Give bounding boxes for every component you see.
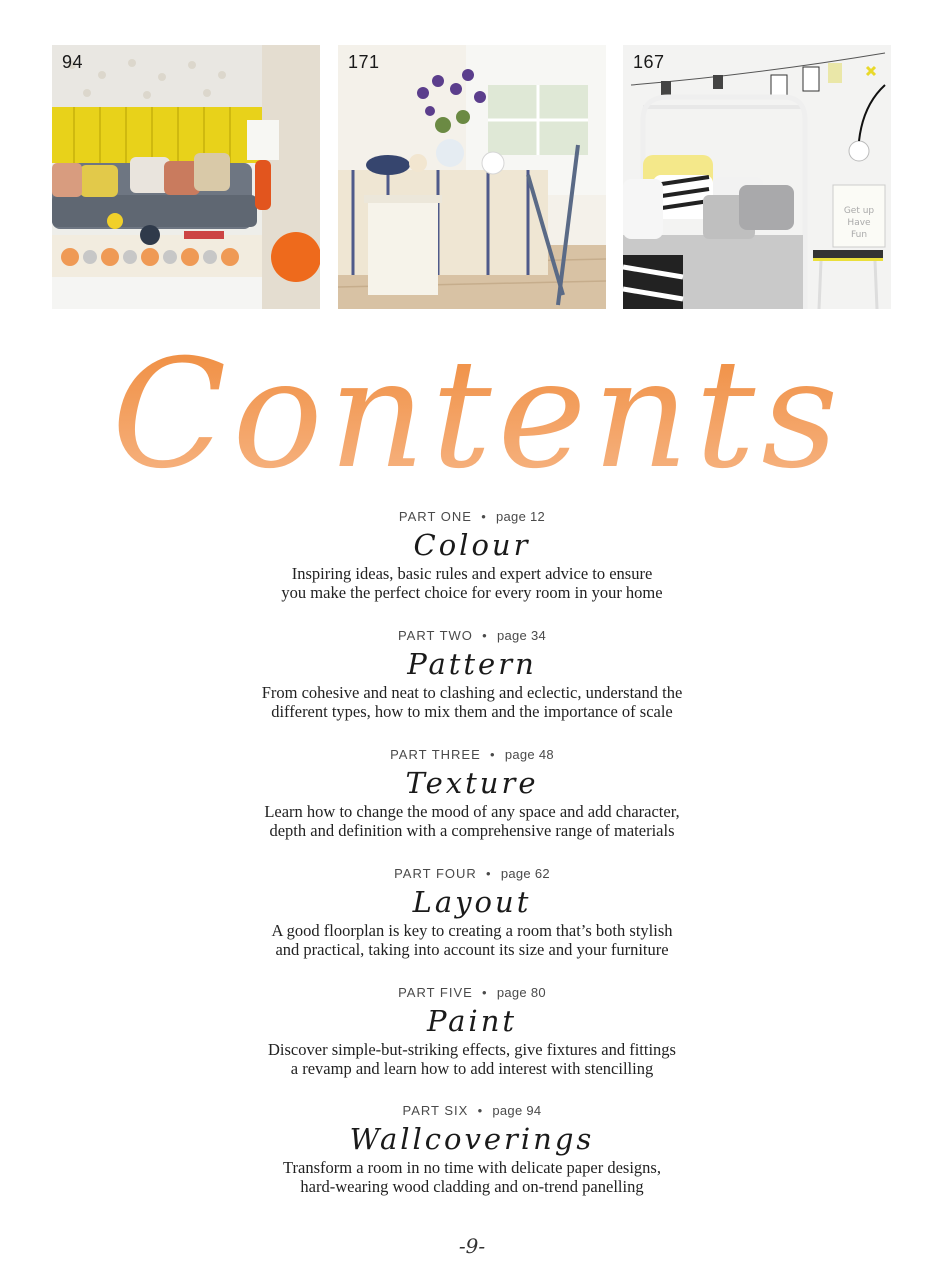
section-part-two[interactable]: [0, 627, 944, 721]
part-label: PART ONE: [398, 509, 472, 524]
page-reference: page 80: [496, 985, 546, 1000]
bullet-separator: •: [482, 985, 488, 1000]
section-part-six[interactable]: [0, 1102, 944, 1196]
description-line: depth and definition with a comprehensive range of materials: [269, 821, 675, 840]
bullet-separator: •: [482, 628, 488, 643]
bedroom-photo: [623, 45, 891, 309]
section-label: [0, 1102, 944, 1120]
part-label: PART TWO: [397, 628, 473, 643]
svg-text:Get up: Get up: [843, 206, 875, 216]
svg-text:Fun: Fun: [850, 230, 868, 240]
section-part-four[interactable]: [0, 865, 944, 959]
page-reference: page 34: [496, 628, 547, 643]
description-line: From cohesive and neat to clashing and eclectic, understand the: [261, 683, 683, 702]
section-description: [212, 1040, 732, 1078]
bedroom-illustration: [623, 45, 891, 309]
svg-text:Have: Have: [847, 218, 871, 228]
description-line: different types, how to mix them and the importance of scale: [271, 702, 673, 721]
contents-title-graphic: [0, 318, 944, 498]
section-label: [0, 865, 944, 883]
living-room-illustration: [52, 45, 320, 309]
page-reference: page 94: [492, 1103, 542, 1118]
bullet-separator: •: [481, 509, 487, 524]
part-label: PART FIVE: [398, 985, 473, 1000]
photo-page-number: 171: [348, 52, 380, 72]
description-line: hard-wearing wood cladding and on-trend panelling: [300, 1177, 644, 1196]
section-title: Pattern: [407, 647, 537, 681]
bullet-separator: •: [490, 747, 496, 762]
photo-page-number: 94: [62, 52, 84, 72]
section-description: [212, 683, 732, 721]
description-line: Discover simple-but-striking effects, give fixtures and fittings: [268, 1040, 676, 1059]
section-title: Layout: [412, 885, 532, 919]
section-part-three[interactable]: [0, 746, 944, 840]
section-label: [0, 627, 944, 645]
section-part-one[interactable]: [0, 508, 944, 602]
section-description: [212, 1158, 732, 1196]
bullet-separator: •: [486, 866, 492, 881]
part-label: PART SIX: [402, 1103, 469, 1118]
living-room-photo: [52, 45, 320, 309]
contents-title: [0, 318, 944, 498]
part-label: PART THREE: [390, 747, 481, 762]
part-label: PART FOUR: [394, 866, 477, 881]
section-label: [0, 508, 944, 526]
section-part-five[interactable]: [0, 984, 944, 1078]
description-line: Learn how to change the mood of any space and add character,: [264, 802, 680, 821]
bullet-separator: •: [477, 1103, 484, 1118]
description-line: a revamp and learn how to add interest with stencilling: [290, 1059, 654, 1078]
description-line: you make the perfect choice for every room in your home: [281, 583, 663, 602]
section-label: [0, 746, 944, 764]
page-reference: page 12: [495, 509, 546, 524]
section-title: Paint: [426, 1004, 518, 1038]
dining-room-photo: [338, 45, 606, 309]
section-title: Colour: [413, 528, 531, 562]
description-line: Inspiring ideas, basic rules and expert advice to ensure: [291, 564, 653, 583]
section-title: Texture: [405, 766, 539, 800]
photo-page-number: 167: [633, 52, 665, 72]
page-number: -9-: [458, 1234, 486, 1258]
section-description: [212, 802, 732, 840]
page-reference: page 62: [500, 866, 550, 881]
description-line: and practical, taking into account its size and your furniture: [275, 940, 669, 959]
dining-room-illustration: [338, 45, 606, 309]
section-label: [0, 984, 944, 1002]
description-line: Transform a room in no time with delicate paper designs,: [283, 1158, 661, 1177]
section-title: Wallcoverings: [349, 1122, 595, 1156]
page-reference: page 48: [504, 747, 554, 762]
contents-title-text: Contents: [111, 328, 845, 498]
section-description: [212, 564, 732, 602]
description-line: A good floorplan is key to creating a room that’s both stylish: [271, 921, 673, 940]
section-description: [212, 921, 732, 959]
